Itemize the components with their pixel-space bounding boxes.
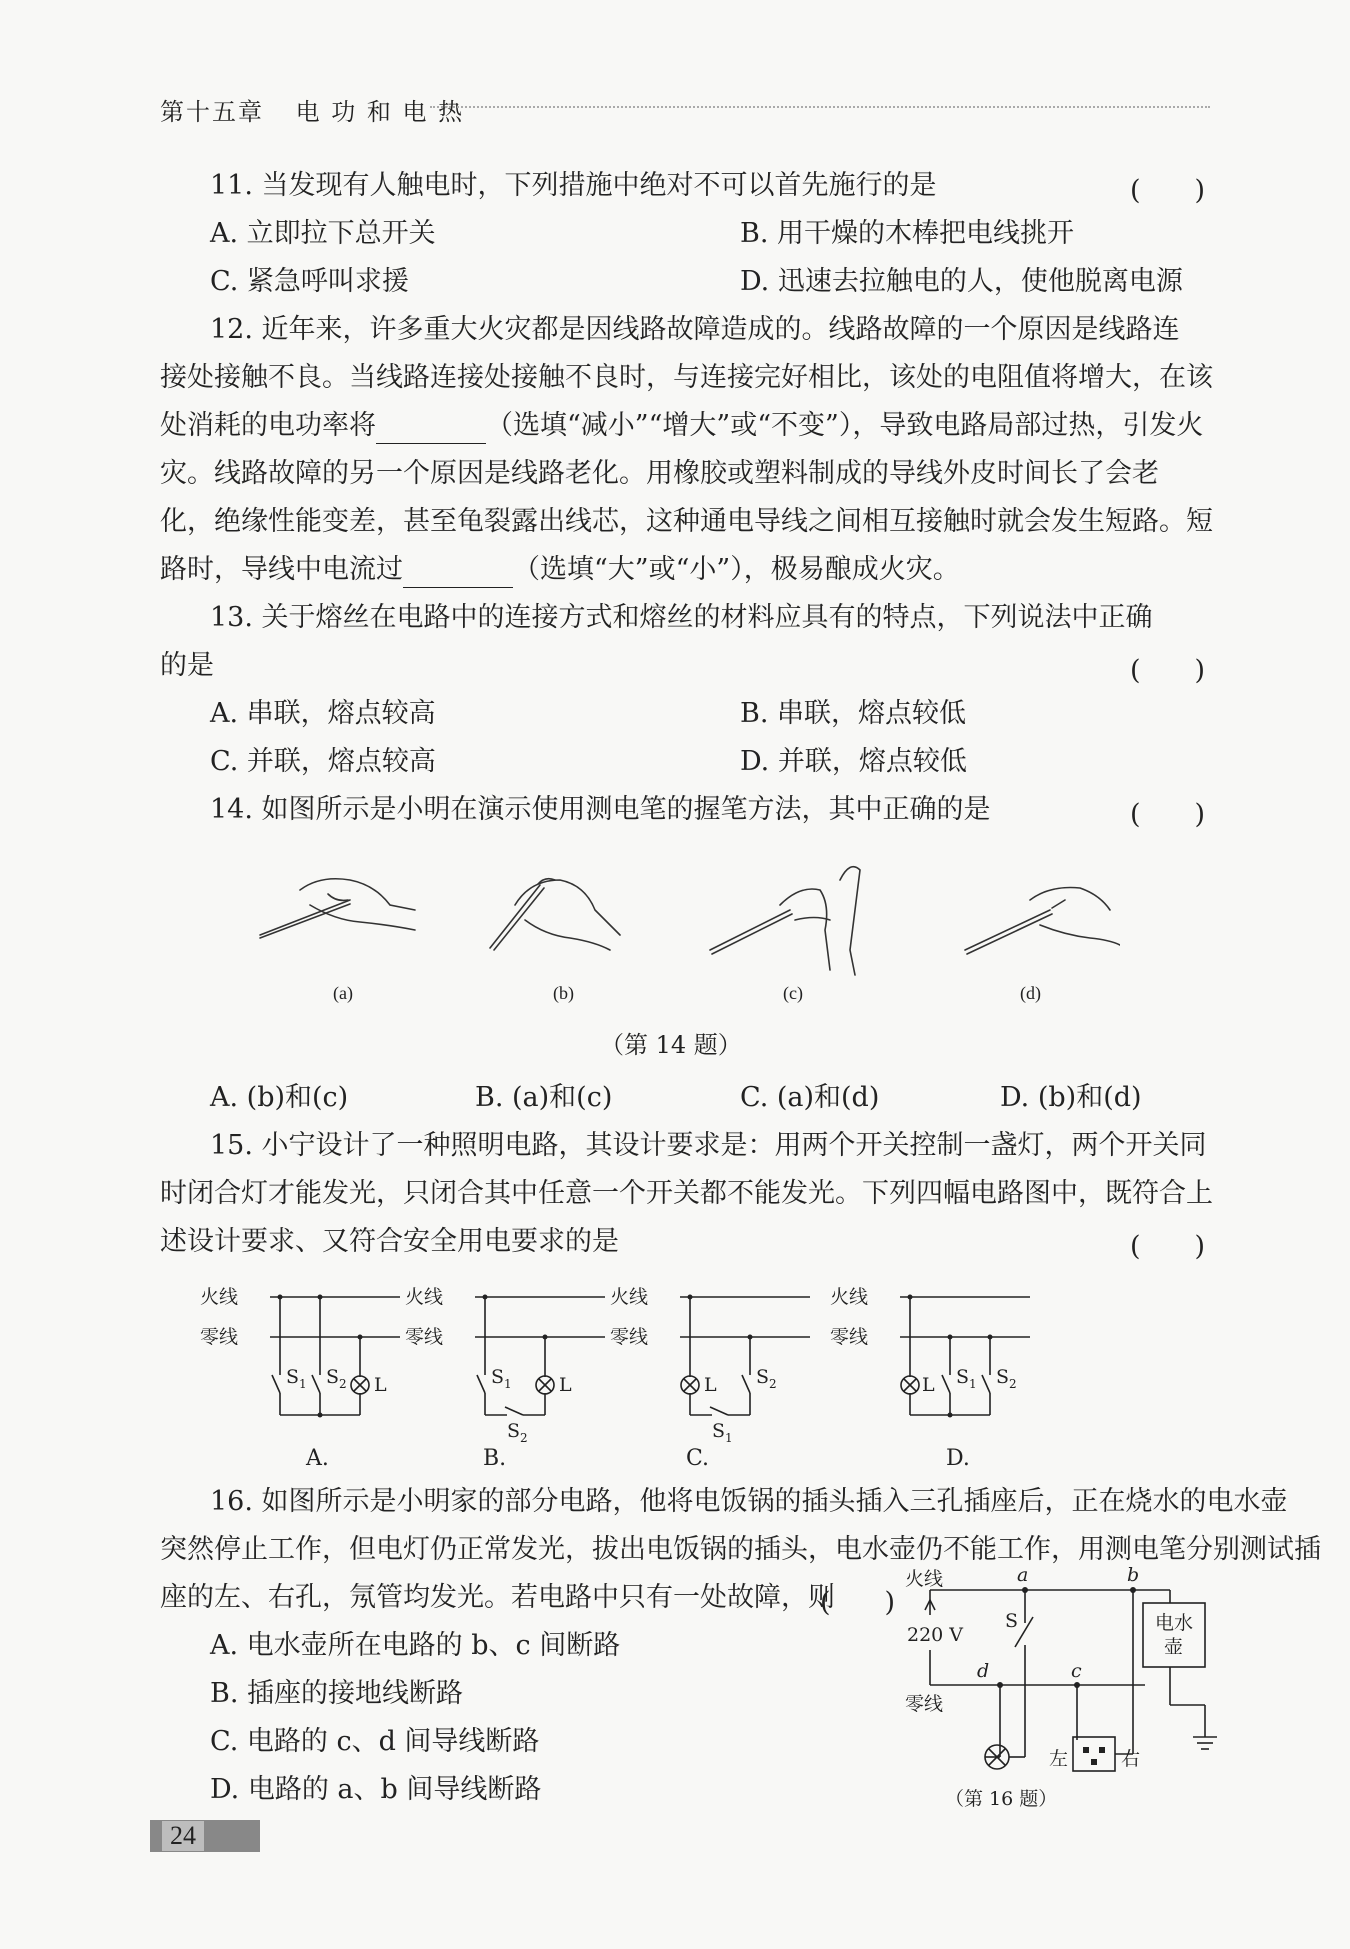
q16-caption: （第 16 题） [945,1788,1058,1810]
q16-kettle-label-2: 壶 [1164,1636,1184,1658]
q13-answer-paren: ( ) [1130,655,1206,686]
svg-text:火线: 火线 [610,1286,649,1308]
q14-caption: （第 14 题） [600,1031,742,1059]
q15-answer-paren: ( ) [1130,1231,1206,1262]
q16-line-3: 座的左、右孔，氖管均发光。若电路中只有一处故障，则 [160,1582,835,1613]
q16-circuit [905,1565,1235,1815]
svg-text:零线: 零线 [610,1326,649,1348]
q14-fig-label-a: (a) [333,983,353,1003]
circuit-letter-c: C. [686,1446,710,1471]
circuit-d [830,1286,1030,1471]
svg-text:L: L [922,1374,935,1396]
q16-node-c: c [1071,1660,1082,1682]
q16-node-a: a [1017,1565,1029,1586]
page-header [160,92,464,127]
q16-left-label: 左 [1049,1748,1069,1770]
q15-line-2: 时闭合灯才能发光，只闭合其中任意一个开关都不能发光。下列四幅电路图中，既符合上 [160,1178,1213,1209]
pen-grip-b-icon [490,879,620,950]
q16-kettle-label-1: 电水 [1155,1612,1194,1634]
chapter-title: 电 功 和 电 热 [295,98,465,126]
q14-fig-label-c: (c) [783,983,803,1003]
q12-line-1: 12. 近年来，许多重大火灾都是因线路故障造成的。线路故障的一个原因是线路连 [210,314,1180,345]
q14-option-b: B. (a)和(c) [475,1082,613,1113]
q14-option-c: C. (a)和(d) [740,1082,880,1113]
q15-line-3: 述设计要求、又符合安全用电要求的是 [160,1226,619,1257]
q11-option-c: C. 紧急呼叫求援 [210,266,409,297]
svg-text:S: S [756,1366,770,1388]
q16-voltage-label: 220 V [907,1624,964,1646]
page-number-band [150,1820,260,1852]
svg-text:1: 1 [504,1377,512,1391]
svg-text:零线: 零线 [405,1326,444,1348]
svg-text:2: 2 [769,1377,777,1391]
page-number: 24 [162,1821,204,1851]
svg-text:S: S [996,1366,1010,1388]
switch-s2-label: S [326,1366,340,1388]
svg-text:L: L [704,1374,717,1396]
live-label: 火线 [200,1286,239,1308]
svg-text:1: 1 [725,1431,733,1445]
q13-option-c: C. 并联，熔点较高 [210,746,436,777]
q12-line-6 [160,552,960,588]
q12-blank-2[interactable] [403,561,513,588]
q16-right-label: 右 [1121,1748,1141,1770]
q16-switch-label: S [1005,1610,1019,1632]
q12-line-6a: 路时，导线中电流过 [160,554,403,585]
q13-line-2: 的是 [160,650,214,681]
neutral-label: 零线 [200,1326,239,1348]
q12-line-6b: （选填“大”或“小”），极易酿成火灾。 [513,554,960,585]
q12-blank-1[interactable] [376,417,486,444]
svg-text:1: 1 [969,1377,977,1391]
q12-line-3b: （选填“减小”“增大”或“不变”），导致电路局部过热，引发火 [486,410,1204,441]
svg-text:S: S [712,1420,726,1442]
q16-option-c: C. 电路的 c、d 间导线断路 [210,1726,540,1757]
circuit-c [610,1286,810,1471]
q15-line-1: 15. 小宁设计了一种照明电路，其设计要求是：用两个开关控制一盏灯，两个开关同 [210,1130,1207,1161]
q13-option-d: D. 并联，熔点较低 [740,746,967,777]
circuit-a [200,1286,400,1471]
q14-fig-label-d: (d) [1020,983,1041,1003]
q14-option-a: A. (b)和(c) [210,1082,349,1113]
q14-option-d: D. (b)和(d) [1000,1082,1142,1113]
svg-text:火线: 火线 [405,1286,444,1308]
switch-s1-label: S [286,1366,300,1388]
svg-text:2: 2 [1009,1377,1017,1391]
q16-live-label: 火线 [905,1568,944,1590]
chapter-number: 第十五章 [160,98,264,126]
circuit-letter-d: D. [946,1446,970,1471]
q12-line-4: 灾。线路故障的另一个原因是线路老化。用橡胶或塑料制成的导线外皮时间长了会老 [160,458,1159,489]
q11-option-a: A. 立即拉下总开关 [210,218,436,249]
svg-text:S: S [491,1366,505,1388]
svg-text:S: S [507,1420,521,1442]
lamp-label: L [374,1374,387,1396]
svg-text:火线: 火线 [830,1286,869,1308]
q11-answer-paren: ( ) [1130,175,1206,206]
q16-line-2: 突然停止工作，但电灯仍正常发光，拔出电饭锅的插头，电水壶仍不能工作，用测电笔分别测试插 [160,1534,1321,1565]
q16-node-d: d [977,1660,990,1682]
circuit-b [405,1286,605,1471]
q11-option-b: B. 用干燥的木棒把电线挑开 [740,218,1075,249]
svg-text:S: S [956,1366,970,1388]
q16-neutral-label: 零线 [905,1693,944,1715]
q15-circuits [190,1275,1240,1475]
svg-text:L: L [559,1374,572,1396]
q16-option-d: D. 电路的 a、b 间导线断路 [210,1774,542,1805]
q13-line-1: 13. 关于熔丝在电路中的连接方式和熔丝的材料应具有的特点，下列说法中正确 [210,602,1153,633]
q16-answer-paren: ( ) [820,1587,896,1618]
svg-text:零线: 零线 [830,1326,869,1348]
q12-line-5: 化，绝缘性能变差，甚至龟裂露出线芯，这种通电导线之间相互接触时就会发生短路。短 [160,506,1213,537]
q12-line-2: 接处接触不良。当线路连接处接触不良时，与连接完好相比，该处的电阻值将增大，在该 [160,362,1213,393]
q13-option-b: B. 串联，熔点较低 [740,698,967,729]
header-rule [430,106,1210,108]
q16-option-a: A. 电水壶所在电路的 b、c 间断路 [210,1630,621,1661]
pen-grip-d-icon [965,888,1120,955]
q13-option-a: A. 串联，熔点较高 [210,698,436,729]
circuit-letter-b: B. [483,1446,507,1471]
q14-fig-label-b: (b) [553,983,574,1003]
q14-answer-paren: ( ) [1130,799,1206,830]
svg-text:2: 2 [520,1431,528,1445]
q12-line-3 [160,408,1203,444]
circuit-letter-a: A. [306,1446,329,1471]
q11-option-d: D. 迅速去拉触电的人，使他脱离电源 [740,266,1183,297]
q11-stem: 11. 当发现有人触电时，下列措施中绝对不可以首先施行的是 [210,170,937,201]
q16-node-b: b [1127,1565,1140,1586]
svg-text:2: 2 [339,1377,347,1391]
q14-stem: 14. 如图所示是小明在演示使用测电笔的握笔方法，其中正确的是 [210,794,991,825]
q16-line-1: 16. 如图所示是小明家的部分电路，他将电饭锅的插头插入三孔插座后，正在烧水的电水壶 [210,1486,1288,1517]
q16-option-b: B. 插座的接地线断路 [210,1678,464,1709]
q12-line-3a: 处消耗的电功率将 [160,410,376,441]
q14-figure [240,850,1120,980]
svg-text:1: 1 [299,1377,307,1391]
pen-grip-c-icon [710,867,860,975]
pen-grip-a-icon [260,879,415,938]
